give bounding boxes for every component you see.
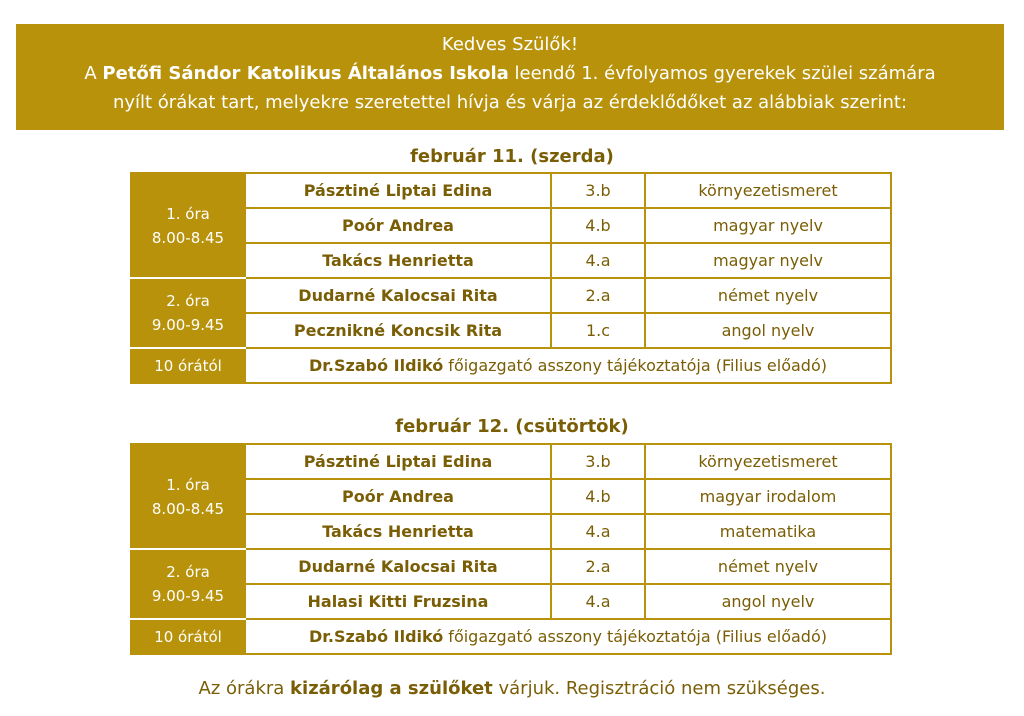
subject-cell: magyar nyelv <box>645 243 891 278</box>
subject-cell: matematika <box>645 514 891 549</box>
time-slot-3: 10 órától <box>131 619 245 654</box>
teacher-cell: Pecznikné Koncsik Rita <box>245 313 551 348</box>
footer-note <box>0 677 1024 701</box>
table-row <box>131 208 891 243</box>
teacher-cell: Poór Andrea <box>245 479 551 514</box>
class-cell: 2.a <box>551 549 645 584</box>
speaker-name: Dr.Szabó Ildikó <box>309 356 444 375</box>
time-slot-1 <box>131 173 245 278</box>
table-row <box>131 584 891 619</box>
table-row <box>131 549 891 584</box>
slot-time: 8.00-8.45 <box>151 499 225 518</box>
banner-line-2-prefix: A <box>84 63 103 84</box>
footer-suffix: várjuk. Regisztráció nem szükséges. <box>492 678 826 699</box>
header-banner <box>16 24 1004 130</box>
footer-prefix: Az órákra <box>198 678 291 699</box>
slot-time: 8.00-8.45 <box>151 228 225 247</box>
time-slot-3: 10 órától <box>131 348 245 383</box>
day-2-title: február 12. (csütörtök) <box>395 416 629 437</box>
class-cell: 4.a <box>551 584 645 619</box>
teacher-cell: Pásztiné Liptai Edina <box>245 444 551 479</box>
slot-label: 2. óra <box>166 292 210 310</box>
class-cell: 4.b <box>551 208 645 243</box>
day-1-title: február 11. (szerda) <box>410 146 614 167</box>
table-row <box>131 619 891 654</box>
table-row <box>131 348 891 383</box>
time-slot-2 <box>131 549 245 619</box>
subject-cell: környezetismeret <box>645 444 891 479</box>
table-row <box>131 479 891 514</box>
subject-cell: angol nyelv <box>645 584 891 619</box>
table-row <box>131 514 891 549</box>
announcement-cell <box>245 348 891 383</box>
subject-cell: magyar irodalom <box>645 479 891 514</box>
teacher-cell: Poór Andrea <box>245 208 551 243</box>
teacher-cell: Pásztiné Liptai Edina <box>245 173 551 208</box>
table-row <box>131 173 891 208</box>
announcement-text: főigazgató asszony tájékoztatója (Filius előadó) <box>443 356 827 375</box>
subject-cell: angol nyelv <box>645 313 891 348</box>
banner-line-2 <box>16 59 1004 88</box>
slot-time: 9.00-9.45 <box>151 587 225 605</box>
class-cell: 3.b <box>551 173 645 208</box>
announcement-text: főigazgató asszony tájékoztatója (Filius előadó) <box>443 627 827 646</box>
teacher-cell: Halasi Kitti Fruzsina <box>245 584 551 619</box>
greeting: Kedves Szülők! <box>441 34 579 55</box>
table-row <box>131 243 891 278</box>
day-1-schedule-table <box>130 172 892 384</box>
class-cell: 4.a <box>551 243 645 278</box>
subject-cell: német nyelv <box>645 278 891 313</box>
footer-emphasis: kizárólag a szülőket <box>290 678 493 699</box>
time-slot-1 <box>131 444 245 549</box>
school-name: Petőfi Sándor Katolikus Általános Iskola <box>102 63 509 84</box>
slot-label: 2. óra <box>166 563 210 581</box>
slot-label: 1. óra <box>166 475 210 494</box>
table-row <box>131 444 891 479</box>
teacher-cell: Takács Henrietta <box>245 243 551 278</box>
class-cell: 2.a <box>551 278 645 313</box>
subject-cell: német nyelv <box>645 549 891 584</box>
announcement-cell <box>245 619 891 654</box>
teacher-cell: Dudarné Kalocsai Rita <box>245 278 551 313</box>
table-row <box>131 278 891 313</box>
banner-line-3: nyílt órákat tart, melyekre szeretettel hívja és várja az érdeklődőket az alábbiak szerint: <box>112 92 908 113</box>
class-cell: 1.c <box>551 313 645 348</box>
subject-cell: környezetismeret <box>645 173 891 208</box>
table-row <box>131 313 891 348</box>
subject-cell: magyar nyelv <box>645 208 891 243</box>
class-cell: 4.a <box>551 514 645 549</box>
class-cell: 4.b <box>551 479 645 514</box>
slot-time: 9.00-9.45 <box>151 316 225 334</box>
class-cell: 3.b <box>551 444 645 479</box>
slot-label: 1. óra <box>166 204 210 223</box>
banner-line-2-suffix: leendő 1. évfolyamos gyerekek szülei számára <box>508 63 936 84</box>
teacher-cell: Takács Henrietta <box>245 514 551 549</box>
speaker-name: Dr.Szabó Ildikó <box>309 627 444 646</box>
time-slot-2 <box>131 278 245 348</box>
day-2-schedule-table <box>130 443 892 655</box>
teacher-cell: Dudarné Kalocsai Rita <box>245 549 551 584</box>
